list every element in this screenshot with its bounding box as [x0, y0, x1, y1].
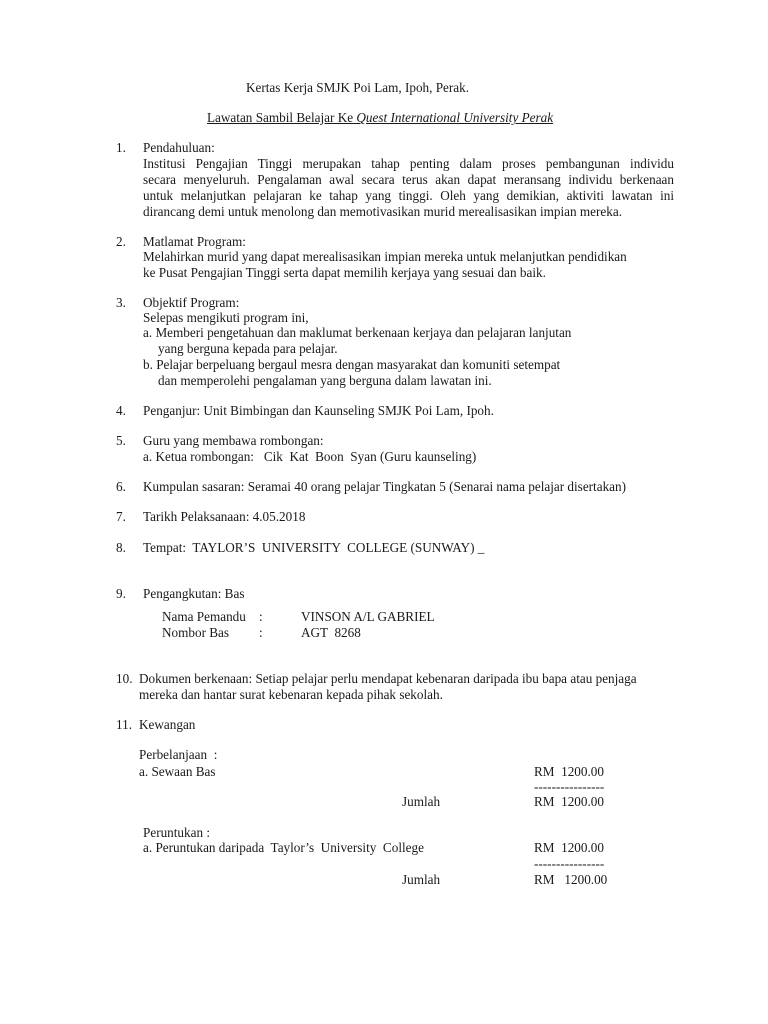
- subtitle-prefix: Lawatan Sambil Belajar Ke: [207, 110, 354, 125]
- expense-item: a. Sewaan Bas: [139, 764, 216, 779]
- section-5-heading: Guru yang membawa rombongan:: [143, 433, 324, 448]
- section-7-number: 7.: [116, 509, 126, 524]
- allocation-label: Peruntukan :: [143, 825, 211, 840]
- section-3-number: 3.: [116, 295, 126, 310]
- section-2-number: 2.: [116, 234, 126, 249]
- section-5-number: 5.: [116, 433, 126, 448]
- section-3-heading: Objektif Program:: [143, 295, 240, 310]
- section-1-line: secara menyeluruh. Pengalaman awal secara terus akan dapat meransang individu berkenaan: [143, 172, 674, 187]
- section-7-text: Tarikh Pelaksanaan: 4.05.2018: [143, 509, 306, 524]
- expense-amount: RM 1200.00: [534, 764, 604, 779]
- section-1-number: 1.: [116, 140, 126, 155]
- section-6-text: Kumpulan sasaran: Seramai 40 orang pelajar Tingkatan 5 (Senarai nama pelajar disertakan): [143, 479, 627, 494]
- bus-number-colon: :: [259, 625, 263, 640]
- document-subtitle: [207, 110, 553, 126]
- section-1-line: dirancang demi untuk menolong dan memotivasikan murid merealisasikan impian mereka.: [143, 204, 623, 219]
- allocation-item: a. Peruntukan daripada Taylor’s University College: [143, 840, 424, 855]
- section-2-line: ke Pusat Pengajian Tinggi serta dapat memilih kerjaya yang sesuai dan baik.: [143, 265, 546, 280]
- allocation-amount: RM 1200.00: [534, 840, 604, 855]
- section-3-item: dan memperolehi pengalaman yang berguna dalam lawatan ini.: [158, 373, 492, 388]
- driver-colon: :: [259, 609, 263, 624]
- section-10-line: mereka dan hantar surat kebenaran kepada pihak sekolah.: [139, 687, 443, 702]
- section-2-line: Melahirkan murid yang dapat merealisasikan impian mereka untuk melanjutkan pendidikan: [143, 249, 627, 264]
- allocation-dashes: ----------------: [534, 856, 605, 871]
- bus-number-value: AGT 8268: [301, 625, 361, 640]
- section-3-item: b. Pelajar berpeluang bergaul mesra dengan masyarakat dan komuniti setempat: [143, 357, 561, 372]
- driver-label: Nama Pemandu: [162, 609, 246, 624]
- section-3-item: yang berguna kepada para pelajar.: [158, 341, 338, 356]
- section-4-number: 4.: [116, 403, 126, 418]
- section-3-intro: Selepas mengikuti program ini,: [143, 310, 309, 325]
- section-5-item: a. Ketua rombongan: Cik Kat Boon Syan (Guru kaunseling): [143, 449, 477, 464]
- section-9-heading: Pengangkutan: Bas: [143, 586, 245, 601]
- allocation-total: RM 1200.00: [534, 872, 608, 887]
- section-11-heading: Kewangan: [139, 717, 196, 732]
- expense-dashes: ----------------: [534, 779, 605, 794]
- subtitle-destination: Quest International University Perak: [356, 110, 554, 125]
- section-3-item: a. Memberi pengetahuan dan maklumat berkenaan kerjaya dan pelajaran lanjutan: [143, 325, 572, 340]
- section-10-line: Dokumen berkenaan: Setiap pelajar perlu mendapat kebenaran daripada ibu bapa atau penjaga: [139, 671, 637, 686]
- section-4-text: Penganjur: Unit Bimbingan dan Kaunseling SMJK Poi Lam, Ipoh.: [143, 403, 494, 418]
- bus-number-label: Nombor Bas: [162, 625, 230, 640]
- section-11-number: 11.: [116, 717, 132, 732]
- expense-total-label: Jumlah: [402, 794, 441, 809]
- section-1-heading: Pendahuluan:: [143, 140, 215, 155]
- driver-value: VINSON A/L GABRIEL: [301, 609, 435, 624]
- section-2-heading: Matlamat Program:: [143, 234, 246, 249]
- section-8-number: 8.: [116, 540, 126, 555]
- section-9-number: 9.: [116, 586, 126, 601]
- allocation-total-label: Jumlah: [402, 872, 441, 887]
- section-10-number: 10.: [116, 671, 133, 686]
- section-8-text: Tempat: TAYLOR’S UNIVERSITY COLLEGE (SUNWAY) _: [143, 540, 485, 555]
- section-1-line: Institusi Pengajian Tinggi merupakan tahap penting dalam proses pembangunan individu: [143, 156, 674, 171]
- section-1-line: untuk melanjutkan pelajaran ke tahap yang tinggi. Oleh yang demikian, aktiviti lawatan ini: [143, 188, 674, 203]
- expenses-label: Perbelanjaan :: [139, 747, 218, 762]
- document-title: Kertas Kerja SMJK Poi Lam, Ipoh, Perak.: [246, 80, 470, 95]
- section-6-number: 6.: [116, 479, 126, 494]
- expense-total: RM 1200.00: [534, 794, 604, 809]
